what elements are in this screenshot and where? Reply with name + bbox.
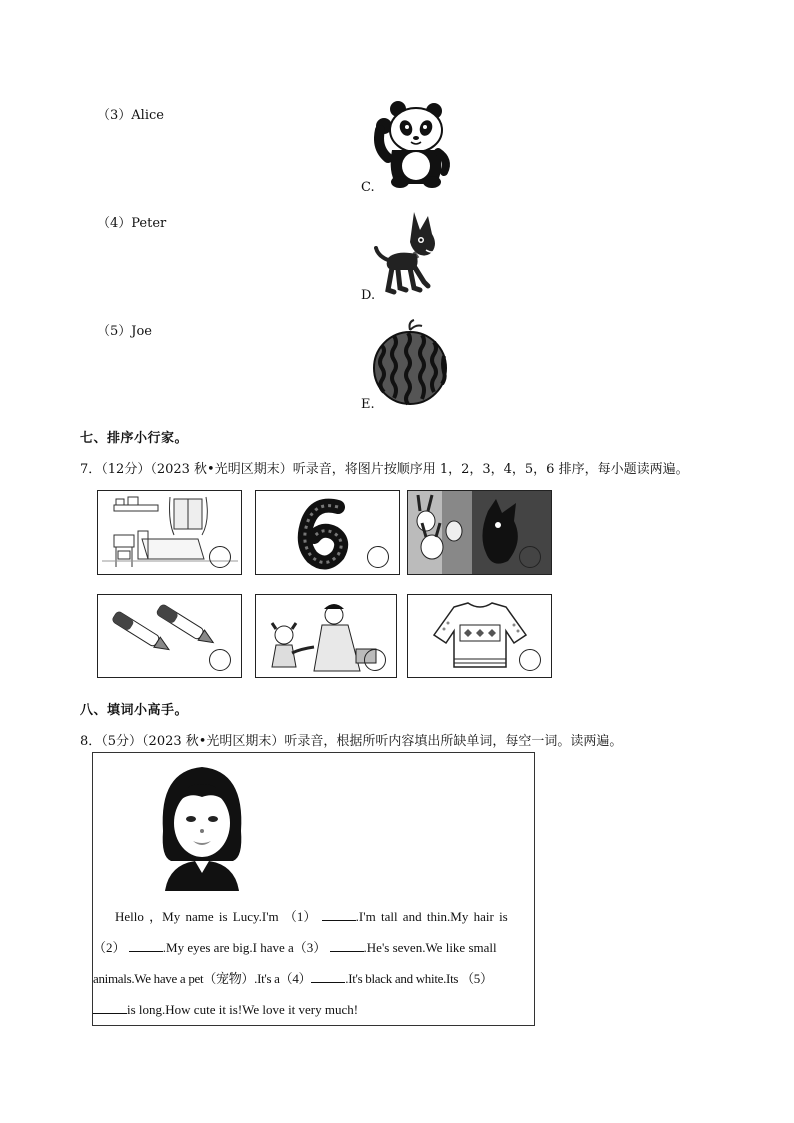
passage-line3-b: .It's black and white.Its （5）	[345, 971, 493, 986]
passage-line1-a: Hello ，My name is Lucy.I'm （1）	[115, 909, 317, 924]
answer-circle-1[interactable]	[209, 546, 231, 568]
question-8-text: 8．（5分）（2023 秋•光明区期末）听录音，根据所听内容填出所缺单词，每空一词。读两遍。	[80, 734, 623, 749]
answer-circle-5[interactable]	[364, 649, 386, 671]
picture-bedroom	[97, 490, 242, 575]
option-c-letter: C.	[361, 180, 375, 195]
dog-image	[374, 208, 444, 298]
picture-rabbits-wolf	[407, 490, 552, 575]
blank-4[interactable]	[311, 970, 345, 983]
answer-circle-6[interactable]	[519, 649, 541, 671]
passage-line4: is long.How cute it is!We love it very much!	[127, 1002, 359, 1017]
girl-portrait	[157, 761, 247, 891]
answer-circle-4[interactable]	[209, 649, 231, 671]
panda-image	[374, 100, 452, 190]
option-e-letter: E.	[361, 397, 375, 412]
passage-line2-b: .My eyes are big.I have a（3）	[162, 940, 327, 955]
passage-box	[92, 752, 535, 1026]
answer-circle-3[interactable]	[519, 546, 541, 568]
passage-line2-a: （2）	[93, 940, 126, 955]
option-d-letter: D.	[361, 288, 376, 303]
picture-people	[255, 594, 397, 678]
picture-sweater	[407, 594, 552, 678]
picture-pens	[97, 594, 242, 678]
passage-line3-a: animals.We have a pet（宠物）.It's a（4）	[93, 971, 312, 986]
passage-line1-b: .I'm tall and thin.My hair is	[355, 909, 508, 924]
passage-text	[93, 901, 535, 1025]
blank-3[interactable]	[330, 939, 364, 952]
watermelon-image	[370, 316, 450, 410]
picture-number-six	[255, 490, 400, 575]
blank-2[interactable]	[129, 939, 163, 952]
section-7-title: 七、排序小行家。	[80, 431, 189, 446]
match-item-5-label: （5）Joe	[97, 324, 153, 339]
answer-circle-2[interactable]	[367, 546, 389, 568]
section-8-title: 八、填词小高手。	[80, 703, 189, 718]
match-item-3-label: （3）Alice	[97, 108, 164, 123]
blank-5[interactable]	[93, 1001, 127, 1014]
question-7-text: 7．（12分）（2023 秋•光明区期末）听录音，将图片按顺序用 1，2，3，4，5，6 排序，每小题读两遍。	[80, 462, 689, 477]
passage-line2-c: .He's seven.We like small	[363, 940, 497, 955]
match-item-4-label: （4）Peter	[97, 216, 167, 231]
blank-1[interactable]	[322, 908, 356, 921]
